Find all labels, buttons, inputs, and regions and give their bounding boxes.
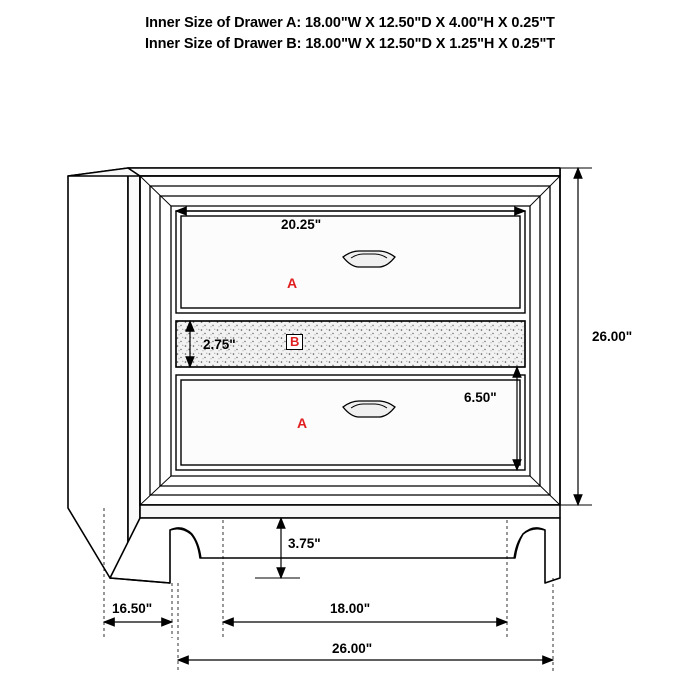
dim-top-width: 20.25" [281,217,322,232]
dim-inner-width: 18.00" [330,601,371,616]
dim-overall-width: 26.00" [332,641,373,656]
label-drawer-b: B [286,334,303,350]
label-drawer-a-bottom: A [297,415,308,431]
dim-lower-drawer-height: 6.50" [464,390,497,405]
header-line-2: Inner Size of Drawer B: 18.00"W X 12.50"D X 1.25"H X 0.25"T [144,36,556,52]
header-line-1: Inner Size of Drawer A: 18.00"W X 12.50"D X 4.00"H X 0.25"T [145,15,555,31]
dim-leg-height: 3.75" [288,536,321,551]
dim-drawer-b-height: 2.75" [203,337,236,352]
dim-right-height: 26.00" [592,329,633,344]
dim-side-depth: 16.50" [112,601,153,616]
label-drawer-a-top: A [287,275,298,291]
